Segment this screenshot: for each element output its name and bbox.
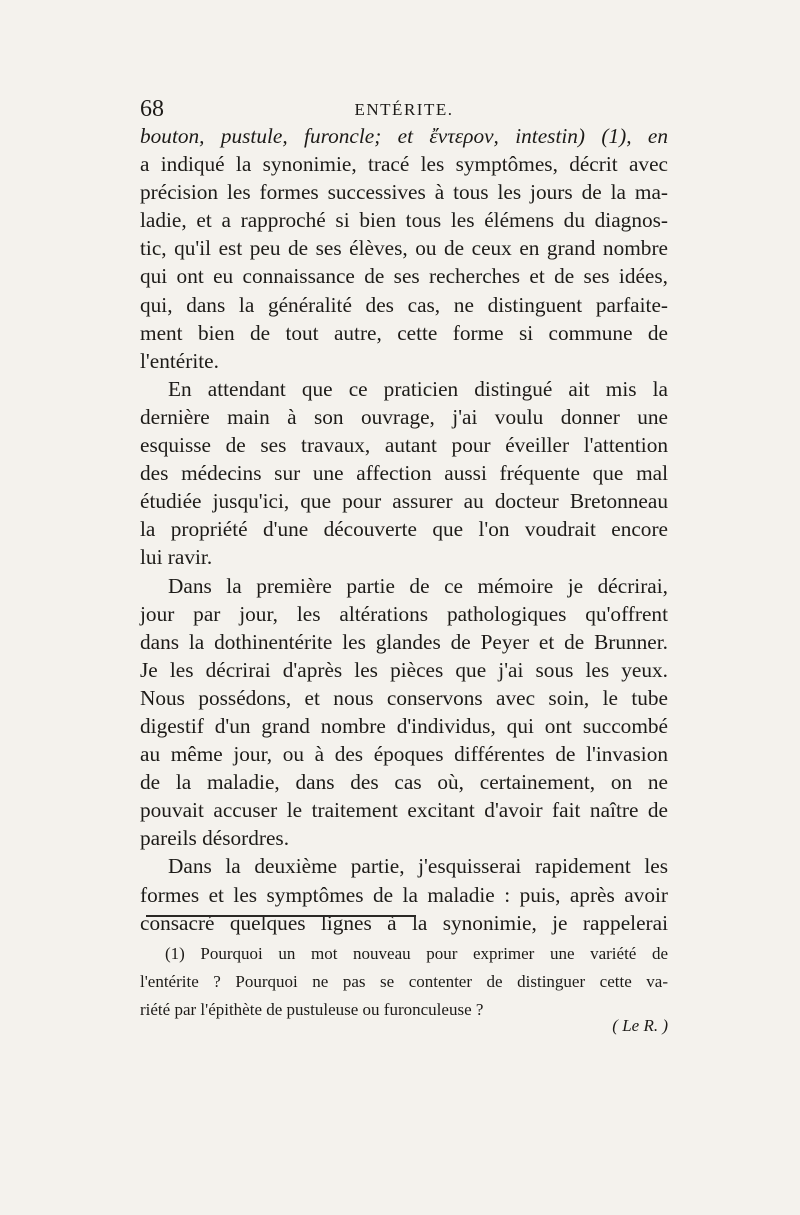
text-line: l'entérite.: [140, 348, 219, 373]
text-line: précision les formes successives à tous les jours de la ma-: [140, 180, 668, 205]
text-line: des médecins sur une affection aussi fréquente que mal: [140, 461, 668, 486]
text-line: ment bien de tout autre, cette forme si commune de: [140, 320, 668, 345]
text-line: tic, qu'il est peu de ses élèves, ou de ceux en grand nombre: [140, 236, 668, 261]
text-line: dans la dothinentérite les glandes de Peyer et de Brunner.: [140, 629, 668, 654]
footnote-line: (1) Pourquoi un mot nouveau pour exprimer une variété de: [165, 944, 668, 963]
text-line: digestif d'un grand nombre d'individus, qui ont succombé: [140, 713, 668, 738]
text-line: Nous possédons, et nous conservons avec soin, le tube: [140, 685, 668, 710]
text-line: pareils désordres.: [140, 826, 290, 851]
text-line: étudiée jusqu'ici, que pour assurer au docteur Bretonneau: [140, 489, 668, 514]
footnote-line: l'entérite ? Pourquoi ne pas se contenter de distinguer cette va-: [140, 972, 668, 991]
text-line: ladie, et a rapproché si bien tous les élémens du diagnos-: [140, 208, 668, 233]
text-line: Dans la deuxième partie, j'esquisserai rapidement les: [168, 854, 668, 879]
text-line: a indiqué la synonimie, tracé les symptômes, décrit avec: [140, 152, 668, 177]
footnote-signature: ( Le R. ): [612, 1016, 668, 1035]
text-line: Je les décrirai d'après les pièces que j'ai sous les yeux.: [140, 657, 668, 682]
body-text: [140, 122, 668, 937]
text-line: formes et les symptômes de la maladie : puis, après avoir: [140, 882, 668, 907]
text-line: jour par jour, les altérations pathologiques qu'offrent: [140, 601, 668, 626]
running-head: ENTÉRITE.: [354, 100, 454, 119]
text-line: En attendant que ce praticien distingué ait mis la: [168, 376, 668, 401]
text-line: esquisse de ses travaux, autant pour éveiller l'attention: [140, 433, 668, 458]
text-line: bouton, pustule, furoncle; et ἔντερον, intestin) (1), en: [140, 124, 668, 148]
text-line: lui ravir.: [140, 545, 213, 570]
text-line: la propriété d'une découverte que l'on voudrait encore: [140, 517, 668, 542]
text-line: consacré quelques lignes à la synonimie, je rappelerai: [140, 910, 668, 935]
text-line: pouvait accuser le traitement excitant d'avoir fait naître de: [140, 798, 668, 823]
text-line: de la maladie, dans des cas où, certainement, on ne: [140, 770, 668, 795]
text-line: qui, dans la généralité des cas, ne distinguent parfaite-: [140, 292, 668, 317]
text-line: qui ont eu connaissance de ses recherches et de ses idées,: [140, 264, 668, 289]
footnote: [140, 940, 668, 1024]
text-line: au même jour, ou à des époques différentes de l'invasion: [140, 742, 668, 767]
text-line: dernière main à son ouvrage, j'ai voulu donner une: [140, 404, 668, 429]
page-number: 68: [140, 96, 164, 122]
footnote-line: riété par l'épithète de pustuleuse ou furonculeuse ?: [140, 1000, 484, 1019]
footnote-separator: [146, 915, 416, 917]
text-line: Dans la première partie de ce mémoire je décrirai,: [168, 573, 668, 598]
